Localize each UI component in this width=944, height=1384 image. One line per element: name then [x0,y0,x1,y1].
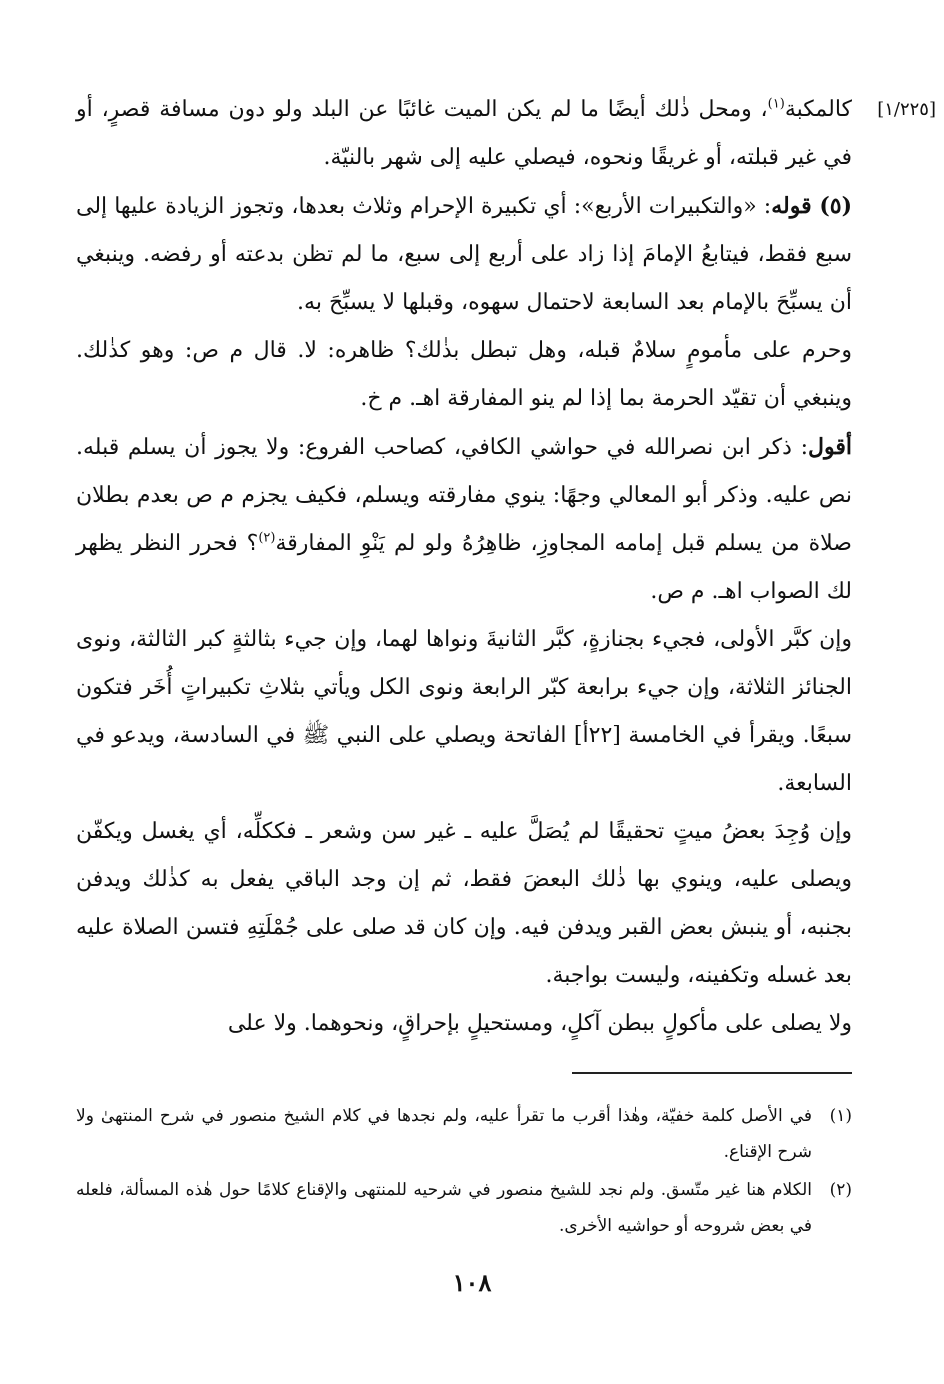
footnote-2 [76,1172,852,1244]
paragraph-2 [76,182,852,327]
footnote-text: في الأصل كلمة خفيّة، وهٰذا أقرب ما تقرأ عليه، ولم نجدها في كلام الشيخ منصور في شرح المنتهىٰ ولا شرح الإقناع. [76,1106,812,1162]
footnote-text: الكلام هنا غير متّسق. ولم نجد للشيخ منصور في شرحيه للمنتهى والإقناع كلامًا حول هٰذه المسألة، فلعله في بعض شروحه أو حواشيه الأخرى. [76,1180,812,1236]
paragraph-2-lead: (٥) قوله [771,193,853,219]
paragraph-1-start: كالمكبة [784,97,852,122]
paragraph-1-text: ، ومحل ذٰلك أيضًا ما لم يكن الميت غائبًا عن البلد ولو دون مسافة قصرٍ، أو في غير قبلته، أو غريقًا ونحوه، فيصلي عليه إلى شهر بالنيّة. [76,97,852,170]
paragraph-4-lead: أقول [808,434,852,460]
margin-page-reference: [١/٢٢٥] [877,99,936,120]
paragraph-4 [76,423,852,616]
paragraph-7 [76,1000,852,1048]
footnote-divider [572,1072,852,1074]
main-text [76,86,936,1048]
footnote-number: (٢) [829,1180,852,1200]
footnote-marker-1[interactable]: (١) [767,96,785,112]
page-number: ١٠٨ [452,1268,492,1297]
footnote-marker-2[interactable]: (٢) [258,530,276,546]
footnote-number: (١) [829,1106,852,1126]
paragraph-6 [76,808,852,1000]
paragraph-3-text: وحرم على مأمومٍ سلامٌ قبله، وهل تبطل بذٰلك؟ ظاهره: لا. قال م ص: وهو كذٰلك. وينبغي أن تقيّد الحرمة بما إذا لم ينو المفارقة اهـ. م خ. [76,338,852,411]
paragraph-4-text: : ذكر ابن نصرالله في حواشي الكافي، كصاحب الفروع: ولا يجوز أن يسلم قبله. نص عليه. وذكر أبو المعالي وجهًا: ينوي مفارقته ويسلم، فكيف يجزم م ص بعدم بطلان صلاة من يسلم قبل إمامه المجاوزِ، ظاهِرُهُ ولو لم يَنْوِ المفارقة [76,435,852,556]
paragraph-6-text: وإن وُجِدَ بعضُ ميتٍ تحقيقًا لم يُصَلَّ عليه ـ غير سن وشعر ـ فككلِّه، أي يغسل ويكفّن ويصلى عليه، وينوي بها ذٰلك البعضَ فقط، ثم إن وجد الباقي يفعل به كذٰلك ويدفن بجنبه، أو ينبش بعض القبر ويدفن فيه. وإن كان قد صلى على جُمْلَتِهِ فتسن الصلاة عليه بعد غسله وتكفينه، وليست بواجبة. [76,819,852,988]
paragraph-2-text: : «والتكبيرات الأربع»: أي تكبيرة الإحرام وثلاث بعدها، وتجوز الزيادة عليها إلى سبع فقط، فيتابعُ الإمامَ إذا زاد على أربع إلى سبع، ما لم تظن بدعته أو رفضه. وينبغي أن يسبِّحَ بالإمام بعد السابعة لاحتمال سهوه، وقبلها لا يسبِّحَ به. [76,194,852,315]
paragraph-7-text: ولا يصلى على مأكولٍ ببطن آكلٍ، ومستحيلٍ بإحراقٍ، ونحوهما. ولا على [227,1011,852,1036]
paragraph-5 [76,616,852,808]
paragraph-5-text: وإن كبَّر الأولى، فجيء بجنازةٍ، كبَّر الثانيةَ ونواها لهما، وإن جيء بثالثةٍ كبر الثالثة، ونوى الجنائز الثلاثة، وإن جيء برابعة كبّر الرابعة ونوى الكل ويأتي بثلاثِ تكبيراتٍ أُخَر فتكون سبعًا. ويقرأ في الخامسة [٢٢أ] الفاتحة ويصلي على النبي ﷺ في السادسة، ويدعو في السابعة. [76,627,852,796]
paragraph-4-end: ؟ فحرر النظر يظهر لك الصواب اهـ. م ص. [76,531,852,604]
footnote-1 [76,1098,852,1170]
paragraph-1 [76,86,936,182]
footnotes [76,1098,852,1246]
paragraph-3 [76,327,852,423]
